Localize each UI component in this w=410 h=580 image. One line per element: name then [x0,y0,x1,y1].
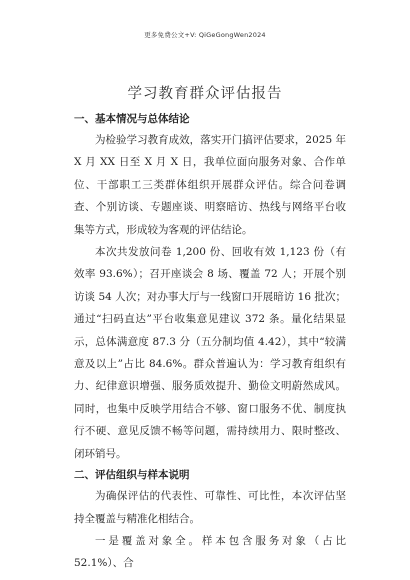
document-body [74,109,346,575]
section-2-heading: 二、评估组织与样本说明 [74,469,190,482]
section-2-paragraph-1: 为确保评估的代表性、可靠性、可比性，本次评估坚持全覆盖与精准化相结合。 [74,490,346,525]
header-note: 更多免费公文+V: QiGeGongWen2024 [144,31,266,39]
section-1-heading: 一、基本情况与总体结论 [74,113,190,125]
document-title: 学习教育群众评估报告 [127,86,283,102]
section-1-paragraph-1: 为检验学习教育成效，落实开门搞评估要求，2025 年 X 月 XX 日至 X 月 X 日，我单位面向服务对象、合作单位、干部职工三类群体组织开展群众评估。综合问卷调查、个别访谈、专题座谈、明察暗访、热线与网络平台收集等方式，形成较为客观的评估结论。 [74,134,346,236]
section-1-paragraph-2: 本次共发放问卷 1,200 份、回收有效 1,123 份（有效率 93.6%）；召开座谈会 8 场、覆盖 72 人；开展个别访谈 54 人次；对办事大厅与一线窗口开展暗访 16 批次；通过“扫码直达”平台收集意见建议 372 条。量化结果显示，总体满意度 87.3 分（五分制均值 4.42），其中“较满意及以上”占比 84.6%。群众普遍认为：学习教育组织有力、纪律意识增强、服务质效提升、勤俭文明蔚然成风。同时，也集中反映学用结合不够、窗口服务不优、制度执行不硬、意见反馈不畅等问题，需持续用力、限时整改、闭环销号。 [74,246,346,460]
section-2-paragraph-2: 一是覆盖对象全。样本包含服务对象（占比 52.1%）、合 [74,534,346,570]
